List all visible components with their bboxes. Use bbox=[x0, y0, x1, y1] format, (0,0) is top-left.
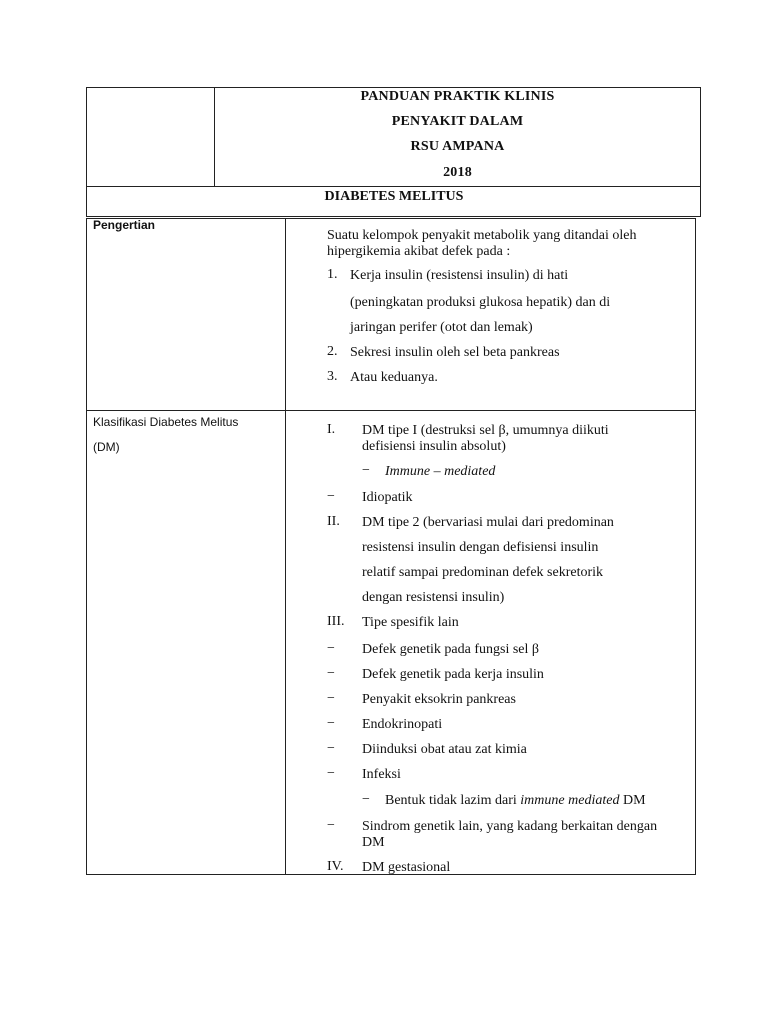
list-item-text: DM tipe 2 (bervariasi mulai dari predominan bbox=[362, 515, 614, 530]
text-fragment: DM bbox=[619, 793, 646, 808]
klasifikasi-label-line1: Klasifikasi Diabetes Melitus bbox=[93, 415, 239, 429]
list-item-text: Defek genetik pada kerja insulin bbox=[362, 667, 544, 682]
topic-title: DIABETES MELITUS bbox=[324, 189, 464, 204]
roman-numeral: IV. bbox=[327, 859, 344, 874]
roman-numeral: III. bbox=[327, 614, 345, 629]
dash-bullet: − bbox=[327, 766, 335, 781]
roman-numeral: II. bbox=[327, 514, 340, 529]
pengertian-intro-line2: hipergikemia akibat defek pada : bbox=[327, 244, 511, 259]
text-fragment: Bentuk tidak lazim dari bbox=[385, 793, 521, 808]
dash-bullet: − bbox=[327, 818, 335, 833]
list-item-text: Idiopatik bbox=[362, 490, 413, 505]
list-item-text: Penyakit eksokrin pankreas bbox=[362, 692, 516, 707]
dash-bullet: − bbox=[327, 641, 335, 656]
dash-bullet: − bbox=[362, 792, 370, 807]
header-title-line1: PANDUAN PRAKTIK KLINIS bbox=[360, 89, 555, 104]
header-title-line2: PENYAKIT DALAM bbox=[391, 114, 524, 129]
header-logo-cell bbox=[87, 88, 214, 186]
list-item-number: 2. bbox=[327, 344, 338, 359]
list-item-text: jaringan perifer (otot dan lemak) bbox=[350, 320, 533, 335]
roman-numeral: I. bbox=[327, 422, 336, 437]
list-item-text: Endokrinopati bbox=[362, 717, 443, 732]
list-item-text: (peningkatan produksi glukosa hepatik) dan di bbox=[350, 295, 611, 310]
list-item-text: Tipe spesifik lain bbox=[362, 615, 459, 630]
list-item-text: resistensi insulin dengan defisiensi insulin bbox=[362, 540, 599, 555]
list-item-text: DM gestasional bbox=[362, 860, 451, 875]
list-item-number: 3. bbox=[327, 369, 338, 384]
list-item-number: 1. bbox=[327, 267, 338, 282]
list-item-text: Defek genetik pada fungsi sel β bbox=[362, 642, 540, 657]
pengertian-label: Pengertian bbox=[93, 218, 156, 232]
list-item-text bbox=[385, 792, 646, 809]
list-item-text: Diinduksi obat atau zat kimia bbox=[362, 742, 527, 757]
list-item-text: Atau keduanya. bbox=[350, 370, 438, 385]
list-item-text: Sekresi insulin oleh sel beta pankreas bbox=[350, 345, 560, 360]
dash-bullet: − bbox=[327, 716, 335, 731]
list-item-text: DM bbox=[362, 835, 385, 850]
list-item-text: Sindrom genetik lain, yang kadang berkaitan dengan bbox=[362, 819, 658, 834]
dash-bullet: − bbox=[327, 666, 335, 681]
dash-bullet: − bbox=[327, 741, 335, 756]
header-year: 2018 bbox=[443, 165, 472, 180]
list-item-text: DM tipe I (destruksi sel β, umumnya diikuti bbox=[362, 423, 609, 438]
list-item-text: dengan resistensi insulin) bbox=[362, 590, 505, 605]
dash-bullet: − bbox=[362, 463, 370, 478]
list-item-text: Immune – mediated bbox=[385, 464, 496, 479]
pengertian-intro-line1: Suatu kelompok penyakit metabolik yang ditandai oleh bbox=[327, 228, 637, 243]
header-hospital: RSU AMPANA bbox=[410, 139, 505, 154]
list-item-text: defisiensi insulin absolut) bbox=[362, 439, 506, 454]
dash-bullet: − bbox=[327, 691, 335, 706]
list-item-text: Infeksi bbox=[362, 767, 401, 782]
list-item-text: relatif sampai predominan defek sekretorik bbox=[362, 565, 604, 580]
list-item-text: Kerja insulin (resistensi insulin) di hati bbox=[350, 268, 569, 283]
dash-bullet: − bbox=[327, 489, 335, 504]
klasifikasi-label-line2: (DM) bbox=[93, 440, 120, 454]
text-fragment-italic: immune mediated bbox=[520, 793, 620, 808]
